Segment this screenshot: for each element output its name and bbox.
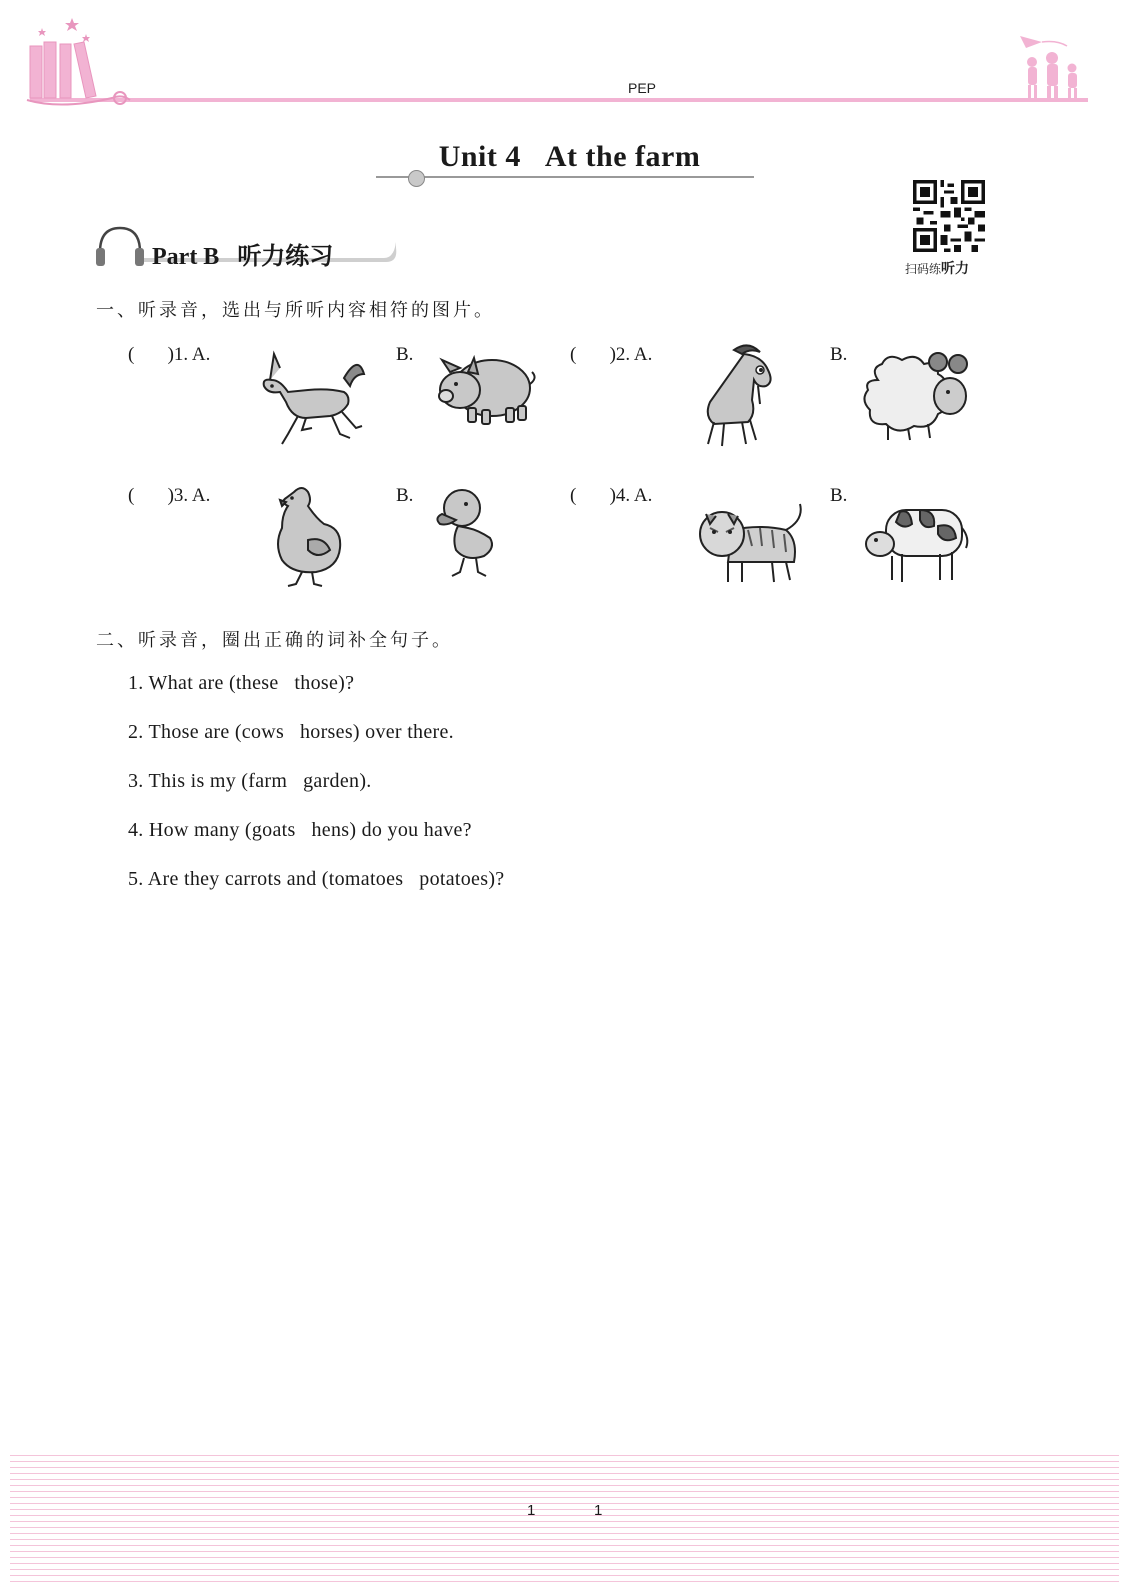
children-kite-logo (1012, 30, 1092, 104)
question-2-option-b: B. (830, 344, 848, 365)
pig-icon[interactable] (434, 350, 536, 430)
goat-icon[interactable] (698, 340, 788, 452)
part2-instruction: 二、听录音，圈出正确的词补全句子。 (96, 630, 453, 651)
sentence-2: 2. Those are (cows horses) over there. (128, 721, 454, 743)
duck-icon[interactable] (432, 486, 502, 584)
question-3-option-b: B. (396, 485, 414, 506)
sentence-1: 1. What are (these those)? (128, 672, 355, 694)
footer-lines (10, 1450, 1119, 1582)
sentence-5: 5. Are they carrots and (tomatoes potatoes)? (128, 868, 505, 890)
page-number-left: 1 (527, 1502, 536, 1519)
header-label: PEP (628, 80, 657, 96)
horse-icon[interactable] (258, 344, 370, 450)
title-underline (376, 176, 754, 178)
question-4-option-b: B. (830, 485, 848, 506)
part1-instruction: 一、听录音，选出与所听内容相符的图片。 (96, 300, 495, 321)
books-stars-logo (22, 14, 137, 114)
qr-code[interactable] (913, 180, 985, 252)
question-4-label: ( )4. A. (570, 485, 653, 506)
title-dot (408, 170, 425, 187)
question-3-label: ( )3. A. (128, 485, 211, 506)
question-2-label: ( )2. A. (570, 344, 653, 365)
header-rule (30, 98, 1088, 102)
sentence-3: 3. This is my (farm garden). (128, 770, 372, 792)
sentence-4: 4. How many (goats hens) do you have? (128, 819, 472, 841)
hen-icon[interactable] (268, 484, 348, 590)
question-1-option-b: B. (396, 344, 414, 365)
question-1-label: ( )1. A. (128, 344, 211, 365)
page-number-right: 1 (594, 1502, 603, 1519)
tiger-icon[interactable] (698, 500, 808, 588)
unit-title: Unit 4 At the farm (438, 140, 701, 173)
cow-icon[interactable] (864, 504, 972, 586)
qr-caption: 扫码练听力 (905, 261, 970, 277)
section-title: Part B 听力练习 (152, 244, 334, 270)
headphones-icon (96, 248, 105, 266)
sheep-icon[interactable] (858, 350, 976, 442)
